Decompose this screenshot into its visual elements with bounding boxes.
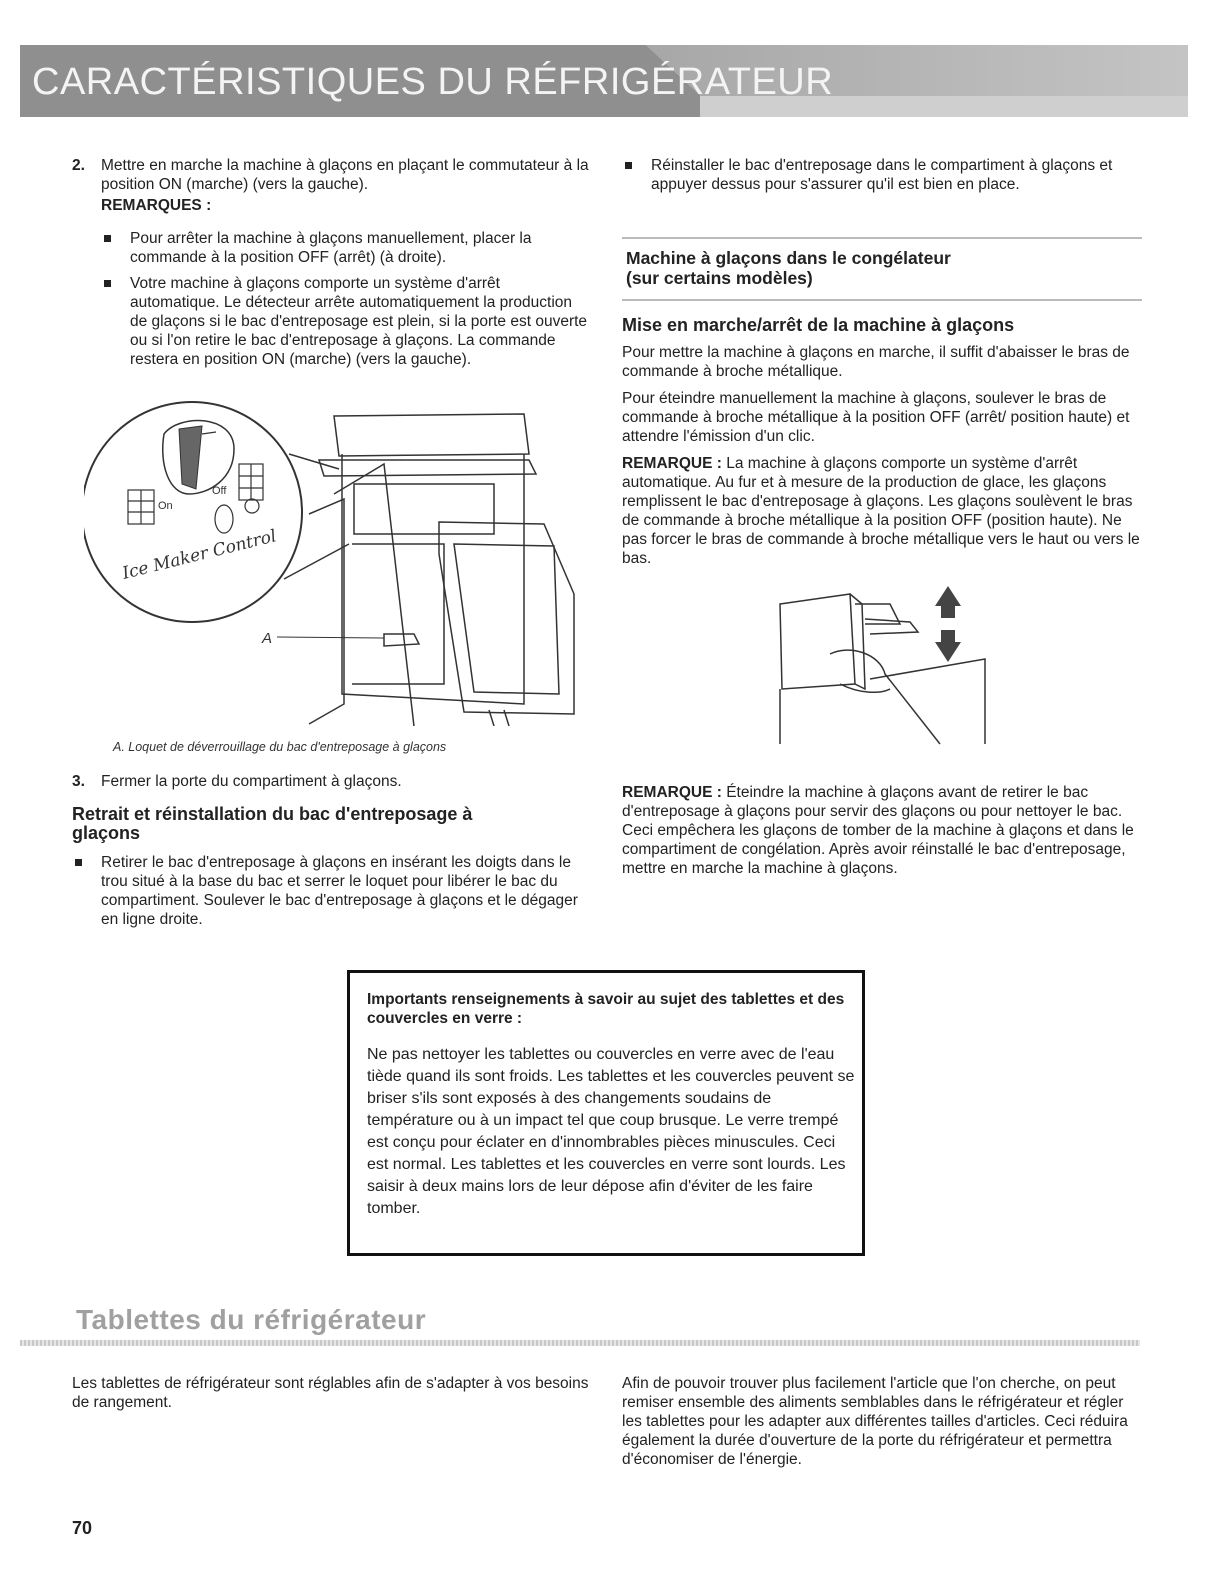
left-column-bottom [72, 772, 592, 936]
figure-caption: A. Loquet de déverrouillage du bac d'entreposage à glaçons [113, 740, 447, 754]
retrait-heading: Retrait et réinstallation du bac d'entreposage à glaçons [72, 804, 473, 843]
notice-title: Importants renseignements à savoir au sujet des tablettes et des couvercles en verre : [367, 991, 845, 1027]
right-column-top [622, 156, 1142, 201]
mise-en-marche-heading: Mise en marche/arrêt de la machine à glaçons [622, 315, 1015, 335]
step-2 [72, 156, 592, 194]
step-2-number: 2. [72, 157, 85, 174]
para-2: Pour éteindre manuellement la machine à glaçons, soulever le bras de commande à broche métallique à la position OFF (arrêt/ position haute) et attendre l'émission d'un clic. [622, 390, 1130, 445]
remarque-item [101, 229, 592, 267]
subsection-band [622, 237, 1142, 301]
step-2-text: Mettre en marche la machine à glaçons en plaçant le commutateur à la position ON (marche) (vers la gauche). [101, 157, 589, 193]
remarques-label: REMARQUES : [101, 197, 212, 214]
retrait-text: Retirer le bac d'entreposage à glaçons en insérant les doigts dans le trou situé à la base du bac et serrer le loquet pour libérer le bac du compartiment. Soulever le bac d'entreposage à glaçons et le dégager en ligne droite. [101, 854, 578, 928]
step-3-text: Fermer la porte du compartiment à glaçons. [101, 773, 402, 790]
remarque-label: REMARQUE : [622, 455, 722, 472]
right-column-body [622, 316, 1142, 568]
subsection-title [622, 239, 1142, 288]
retrait-item [72, 853, 592, 929]
step-3 [72, 772, 592, 791]
off-label: Off [212, 485, 227, 497]
remarque2-body: Éteindre la machine à glaçons avant de retirer le bac d'entreposage à glaçons pour servir des glaçons ou pour nettoyer le bac. Ceci empêchera les glaçons de tomber de la machine à glaçons et dans le compartiment de congélation. Après avoir réinstallé le bac d'entreposage, mettre en marche la machine à glaçons. [622, 784, 1134, 877]
wire-arm-figure [770, 584, 995, 746]
step-3-number: 3. [72, 773, 85, 790]
remarque2-label: REMARQUE : [622, 784, 722, 801]
ice-maker-control-figure [84, 394, 584, 726]
page-title: CARACTÉRISTIQUES DU RÉFRIGÉRATEUR [32, 61, 834, 103]
remarque-text: Pour arrêter la machine à glaçons manuellement, placer la commande à la position OFF (arrêt) (à droite). [130, 230, 532, 266]
para-1: Pour mettre la machine à glaçons en marche, il suffit d'abaisser le bras de commande à broche métallique. [622, 344, 1130, 380]
shelves-left-text: Les tablettes de réfrigérateur sont réglables afin de s'adapter à vos besoins de rangement. [72, 1375, 589, 1411]
shelves-section-title: Tablettes du réfrigérateur [76, 1304, 427, 1335]
reinstall-text: Réinstaller le bac d'entreposage dans le compartiment à glaçons et appuyer dessus pour s'assurer qu'il est bien en place. [651, 157, 1113, 193]
remarque-body: La machine à glaçons comporte un système d'arrêt automatique. Au fur et à mesure de la production de glace, les glaçons remplissent le bac d'entreposage à glaçons. Les glaçons soulèvent le bras de commande à broche métallique à la position OFF (position haute). Ne pas forcer le bras de commande à broche métallique vers le haut ou vers le bas. [622, 455, 1140, 567]
ice-maker-control-label: Ice Maker Control [120, 526, 279, 584]
remarque-text: Votre machine à glaçons comporte un système d'arrêt automatique. Le détecteur arrête automatiquement la production de glaçons si le bac d'entreposage est plein, si la porte est ouverte ou si l'on retire le bac d'entreposage à glaçons. La commande restera en position ON (marche) (vers la gauche). [130, 275, 588, 368]
notice-body: Ne pas nettoyer les tablettes ou couvercles en verre avec de l'eau tiède quand ils sont froids. Les tablettes et les couvercles peuvent se briser s'ils sont exposés à des changements soudains de température ou à un impact tel que coup brusque. Le verre trempé est conçu pour éclater en d'innombrables pièces minuscules. Ceci est normal. Les tablettes et les couvercles en verre sont lourds. Les saisir à deux mains lors de leur dépose afin d'éviter de les faire tomber. [367, 1046, 855, 1217]
glass-shelves-notice [347, 970, 865, 1256]
left-column-top [72, 156, 592, 376]
reinstall-item [622, 156, 1142, 194]
subsection-title-line1: Machine à glaçons dans le congélateur [626, 248, 951, 268]
subsection-title-line2: (sur certains modèles) [626, 268, 813, 288]
on-label: On [158, 500, 173, 512]
page-number: 70 [72, 1518, 93, 1538]
remarque-paragraph [622, 454, 1142, 568]
remarque2-paragraph [622, 783, 1142, 878]
section-divider [20, 1340, 1140, 1346]
shelves-right-text: Afin de pouvoir trouver plus facilement l'article que l'on cherche, on peut remiser ensemble des aliments semblables dans le réfrigérateur et régler les tablettes pour les adapter aux différentes tailles d'articles. Ceci réduira également la durée d'ouverture de la porte du réfrigérateur et permettra d'économiser de l'énergie. [622, 1375, 1128, 1468]
right-column-bottom [622, 783, 1142, 878]
remarque-item [101, 274, 592, 369]
callout-a: A [262, 630, 273, 647]
